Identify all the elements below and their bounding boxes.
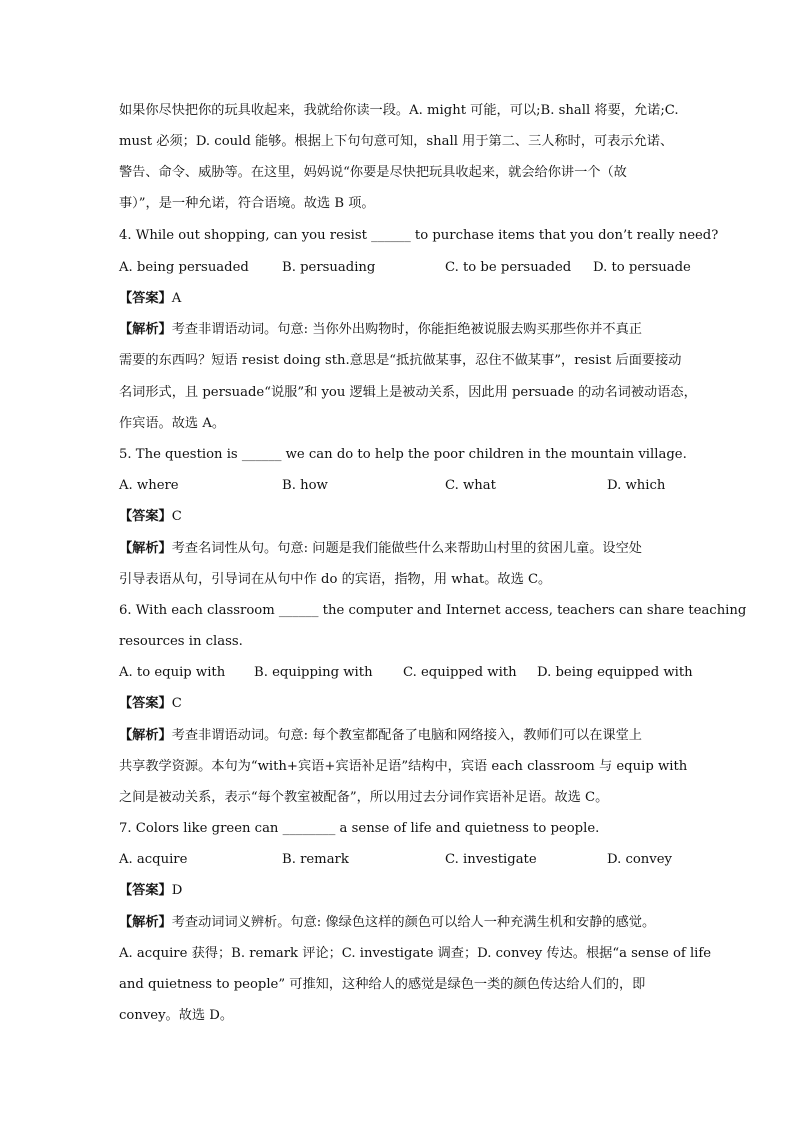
answer-value: D [171,883,183,898]
answer-tag: 【答案】 [119,883,172,898]
question-7: 7. Colors like green can ________ a sense of life and quietness to people. [119,821,600,836]
answer-tag: 【答案】 [119,291,172,306]
question-5-options [119,476,679,496]
prev-explanation-line-1: 如果你尽快把你的玩具收起来，我就给你读一段。A. might 可能，可以;B. shall 将要，允诺;C. [119,103,679,118]
explanation-6-line-2: 共享教学资源。本句为“with+宾语+宾语补足语”结构中，宾语 each classroom 与 equip with [119,759,688,774]
question-5: 5. The question is ______ we can do to help the poor children in the mountain village. [119,447,687,462]
explanation-text: 考查非谓语动词。句意: 每个教室都配备了电脑和网络接入，教师们可以在课堂上 [171,728,642,743]
question-6-options [119,663,693,683]
explanation-6-line-3: 之间是被动关系，表示“每个教室被配备”，所以用过去分词作宾语补足语。故选 C。 [119,790,609,805]
answer-tag: 【答案】 [119,696,172,711]
explanation-tag: 【解析】 [119,915,172,930]
prev-explanation-line-3: 警告、命令、威胁等。在这里，妈妈说“你要是尽快把玩具收起来，就会给你讲一个（故 [119,165,627,180]
explanation-tag: 【解析】 [119,541,172,556]
answer-value: C [171,509,182,524]
answer-tag: 【答案】 [119,509,172,524]
answer-7 [119,881,679,901]
explanation-7-line-1 [119,913,679,933]
option-c: C. what [445,478,496,493]
option-a: A. being persuaded [119,260,249,275]
option-d: D. to persuade [593,260,691,275]
option-c: C. to be persuaded [445,260,572,275]
question-6-line-1: 6. With each classroom ______ the computer and Internet access, teachers can share teaching [119,603,747,618]
explanation-4-line-1 [119,320,679,340]
explanation-text: 考查名词性从句。句意: 问题是我们能做些什么来帮助山村里的贫困儿童。设空处 [171,541,642,556]
option-d: D. convey [607,852,673,867]
answer-6 [119,694,679,714]
answer-value: A [171,291,182,306]
option-b: B. equipping with [254,665,373,680]
answer-4 [119,289,679,309]
explanation-7-line-2: A. acquire 获得；B. remark 评论；C. investigate 调查；D. convey 传达。根据“a sense of life [119,946,712,961]
explanation-text: 考查动词词义辨析。句意: 像绿色这样的颜色可以给人一种充满生机和安静的感觉。 [171,915,656,930]
explanation-6-line-1 [119,726,679,746]
option-a: A. acquire [119,852,188,867]
answer-value: C [171,696,182,711]
explanation-7-line-4: convey。故选 D。 [119,1008,234,1023]
option-b: B. remark [282,852,349,867]
question-6-line-2: resources in class. [119,634,243,649]
option-c: C. equipped with [403,665,517,680]
question-7-options [119,850,679,870]
option-d: D. being equipped with [537,665,693,680]
option-a: A. to equip with [119,665,226,680]
question-4: 4. While out shopping, can you resist ______ to purchase items that you don’t really need? [119,228,719,243]
prev-explanation-line-2: must 必须；D. could 能够。根据上下句句意可知，shall 用于第二、三人称时，可表示允诺、 [119,134,674,149]
option-d: D. which [607,478,666,493]
explanation-4-line-3: 名词形式，且 persuade“说服”和 you 逻辑上是被动关系，因此用 persuade 的动名词被动语态， [119,385,697,400]
option-a: A. where [119,478,179,493]
question-4-options [119,258,691,278]
prev-explanation-line-4: 事）”，是一种允诺，符合语境。故选 B 项。 [119,196,375,211]
explanation-text: 考查非谓语动词。句意: 当你外出购物时，你能拒绝被说服去购买那些你并不真正 [171,322,642,337]
answer-5 [119,507,679,527]
explanation-tag: 【解析】 [119,728,172,743]
explanation-5-line-1 [119,539,679,559]
option-b: B. how [282,478,328,493]
explanation-5-line-2: 引导表语从句，引导词在从句中作 do 的宾语，指物，用 what。故选 C。 [119,572,552,587]
option-c: C. investigate [445,852,537,867]
explanation-4-line-4: 作宾语。故选 A。 [119,416,226,431]
explanation-4-line-2: 需要的东西吗？短语 resist doing sth.意思是“抵抗做某事，忍住不做某事”，resist 后面要接动 [119,353,682,368]
option-b: B. persuading [282,260,376,275]
explanation-7-line-3: and quietness to people” 可推知，这种给人的感觉是绿色一类的颜色传达给人们的，即 [119,977,646,992]
explanation-tag: 【解析】 [119,322,172,337]
